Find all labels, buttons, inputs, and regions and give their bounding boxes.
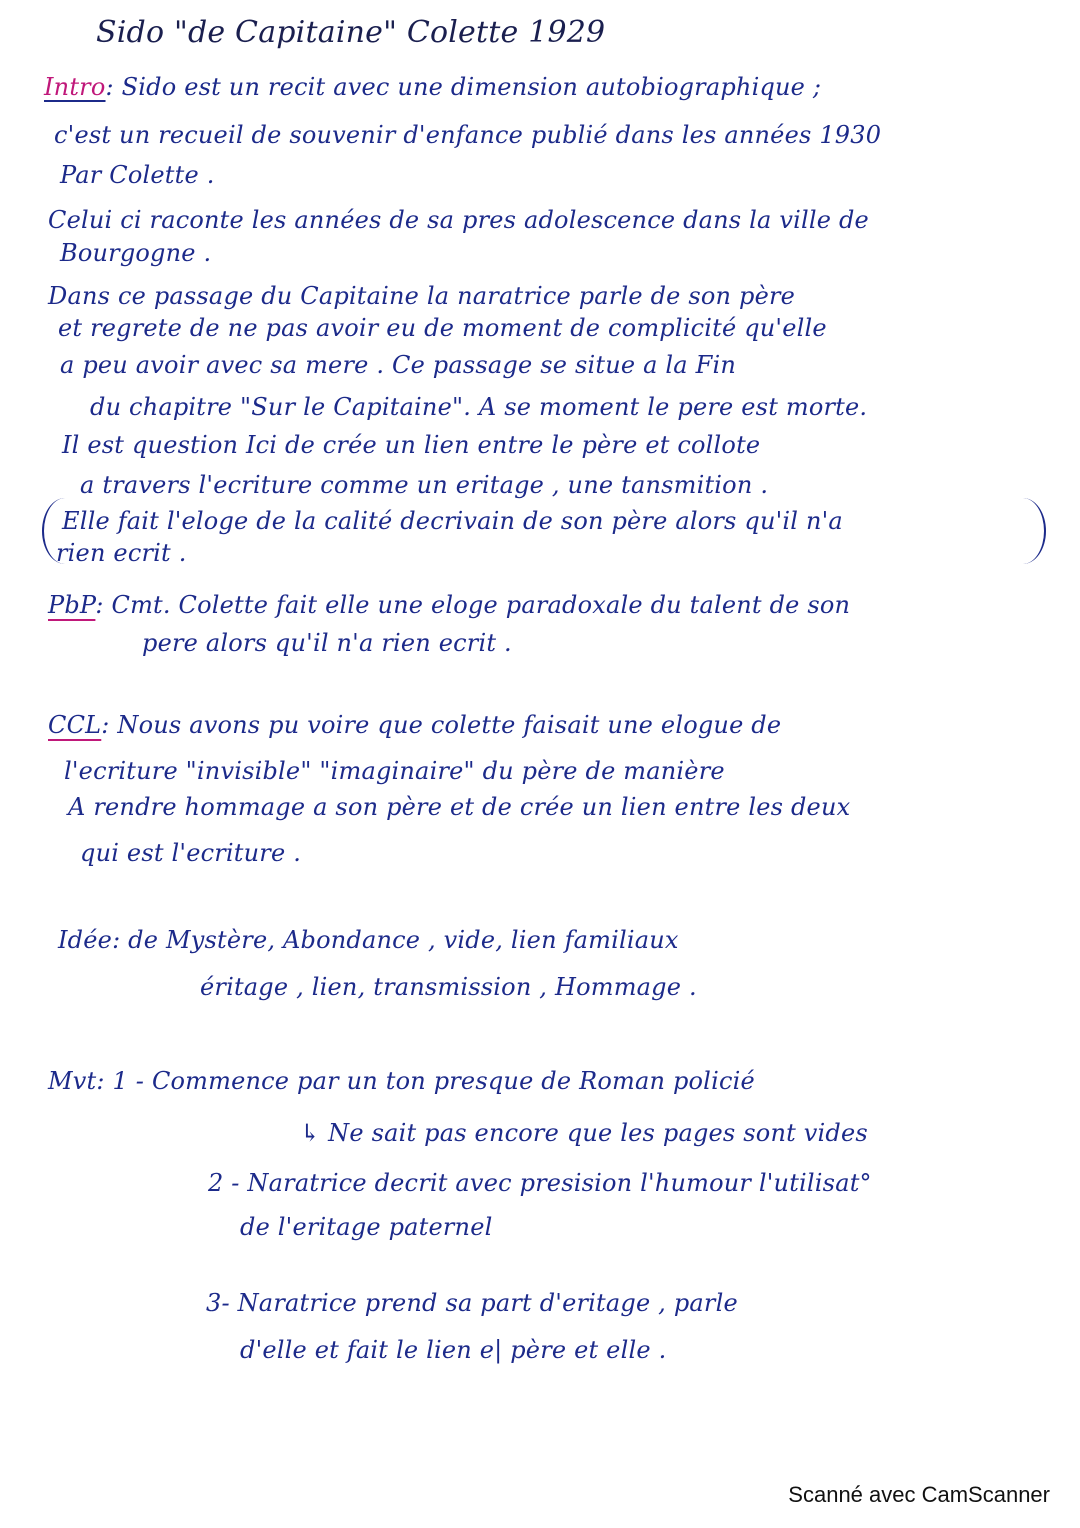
conclusion-line-2: l'ecriture "invisible" "imaginaire" du père de manière xyxy=(64,757,725,785)
intro-line-9: du chapitre "Sur le Capitaine". A se moment le pere est morte. xyxy=(90,393,868,421)
intro-line-4: Celui ci raconte les années de sa pres adolescence dans la ville de xyxy=(48,206,869,234)
problematique-line-1 xyxy=(48,590,850,620)
intro-line-7: et regrete de ne pas avoir eu de moment de complicité qu'elle xyxy=(58,314,827,342)
mouvements-line-3: 2 - Naratrice decrit avec presision l'humour l'utilisat° xyxy=(208,1169,872,1197)
mouvements-line-5: 3- Naratrice prend sa part d'eritage , parle xyxy=(206,1289,738,1317)
problematique-label: PbP xyxy=(48,591,96,619)
conclusion-text-1: : Nous avons pu voire que colette faisait une elogue de xyxy=(101,711,782,739)
idees-line-1 xyxy=(58,925,679,955)
intro-line-5: Bourgogne . xyxy=(60,239,212,267)
intro-line-11: a travers l'ecriture comme un eritage , une tansmition . xyxy=(80,471,769,499)
problematique-text-1: : Cmt. Colette fait elle une eloge paradoxale du talent de son xyxy=(95,591,851,619)
mouvements-line-6: d'elle et fait le lien e| père et elle . xyxy=(240,1336,667,1364)
problematique-line-2: pere alors qu'il n'a rien ecrit . xyxy=(142,629,512,657)
page-title: Sido "de Capitaine" Colette 1929 xyxy=(96,15,606,50)
mouvements-line-2: ↳ Ne sait pas encore que les pages sont vides xyxy=(300,1119,868,1147)
intro-line-10: Il est question Ici de crée un lien entre le père et collote xyxy=(62,431,761,459)
intro-line-8: a peu avoir avec sa mere . Ce passage se situe a la Fin xyxy=(60,351,737,379)
intro-line-6: Dans ce passage du Capitaine la naratrice parle de son père xyxy=(48,282,796,310)
intro-line-1 xyxy=(44,72,821,102)
conclusion-line-4: qui est l'ecriture . xyxy=(80,839,302,867)
scanner-watermark: Scanné avec CamScanner xyxy=(788,1482,1050,1507)
mouvements-line-4: de l'eritage paternel xyxy=(240,1213,493,1241)
intro-line-12: Elle fait l'eloge de la calité decrivain de son père alors qu'il n'a xyxy=(62,507,843,535)
idees-text-1: : de Mystère, Abondance , vide, lien familiaux xyxy=(112,926,679,954)
intro-line-3: Par Colette . xyxy=(60,161,215,189)
idees-label: Idée xyxy=(58,926,113,954)
intro-label: Intro xyxy=(44,73,106,101)
mouvements-line-1 xyxy=(48,1066,755,1096)
conclusion-label: CCL xyxy=(48,711,102,739)
conclusion-line-3: A rendre hommage a son père et de crée un lien entre les deux xyxy=(68,793,851,821)
mouvements-label: Mvt xyxy=(48,1067,97,1095)
mouvements-text-1: : 1 - Commence par un ton presque de Roman policié xyxy=(96,1067,755,1095)
idees-line-2: éritage , lien, transmission , Hommage . xyxy=(200,973,697,1001)
intro-line-13: rien ecrit . xyxy=(56,539,187,567)
intro-text-1: : Sido est un recit avec une dimension autobiographique ; xyxy=(105,73,822,101)
conclusion-line-1 xyxy=(48,710,781,740)
intro-line-2: c'est un recueil de souvenir d'enfance publié dans les années 1930 xyxy=(54,121,882,149)
